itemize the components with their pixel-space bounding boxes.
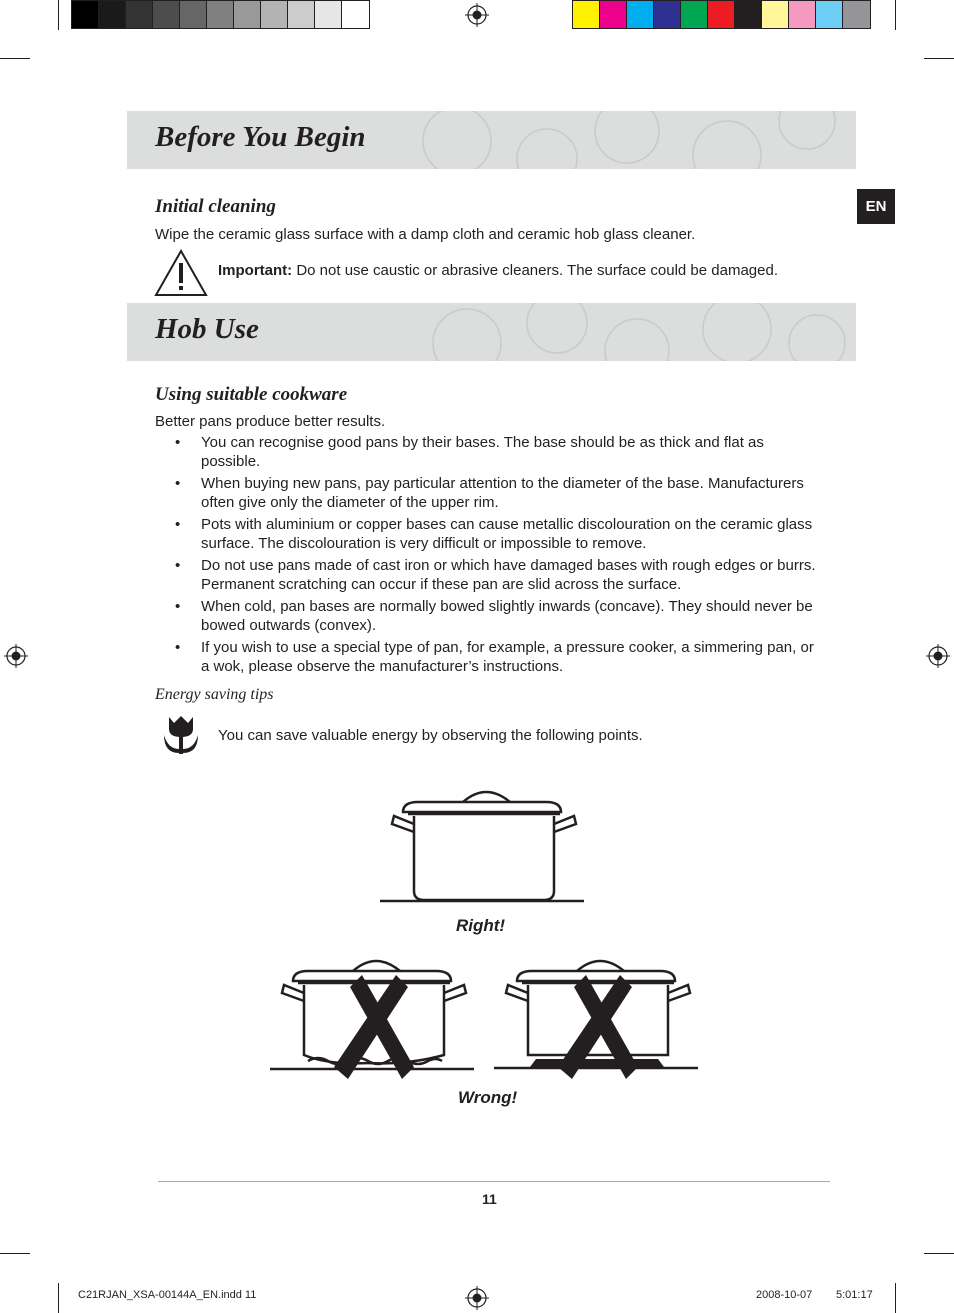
bullet-icon: • xyxy=(175,516,181,533)
crop-mark xyxy=(895,0,896,30)
color-swatch xyxy=(843,1,870,28)
color-swatch-bar xyxy=(572,0,871,29)
initial-cleaning-heading: Initial cleaning xyxy=(155,196,276,217)
bullet-text: Do not use pans made of cast iron or which have damaged bases with rough edges or burrs. Permanent scratching can occur if these pan are slid across the surface. xyxy=(201,557,816,593)
wrong-caption: Wrong! xyxy=(458,1088,518,1107)
color-swatch xyxy=(315,1,342,28)
crop-mark xyxy=(924,1253,954,1254)
bullet-icon: • xyxy=(175,434,181,451)
page-number: 11 xyxy=(482,1191,497,1207)
slug-filename: C21RJAN_XSA-00144A_EN.indd 11 xyxy=(78,1289,257,1301)
initial-cleaning-text: Wipe the ceramic glass surface with a damp cloth and ceramic hob glass cleaner. xyxy=(155,226,696,243)
color-swatch xyxy=(789,1,816,28)
gray-swatch-bar xyxy=(71,0,370,29)
bullet-text: You can recognise good pans by their bases. The base should be as thick and flat as possible. xyxy=(201,434,764,470)
list-item xyxy=(155,433,825,471)
energy-heading: Energy saving tips xyxy=(155,686,274,703)
slug-time: 5:01:17 xyxy=(836,1289,873,1301)
color-swatch xyxy=(627,1,654,28)
color-swatch xyxy=(261,1,288,28)
bullet-icon: • xyxy=(175,598,181,615)
crop-mark xyxy=(58,1283,59,1313)
section-title: Hob Use xyxy=(155,313,259,345)
color-swatch xyxy=(153,1,180,28)
wrong-pan-convex-illustration xyxy=(268,955,476,1080)
color-swatch xyxy=(708,1,735,28)
bullet-text: Pots with aluminium or copper bases can cause metallic discolouration on the ceramic glass surface. The discolouration is very difficult or impossible to remove. xyxy=(201,516,813,552)
right-pan-illustration xyxy=(378,786,586,904)
list-item xyxy=(155,597,825,635)
list-item xyxy=(155,515,825,553)
bullet-text: If you wish to use a special type of pan, for example, a pressure cooker, a simmering pan, or a wok, please observe the manufacturer’s instructions. xyxy=(201,639,814,675)
language-tab: EN xyxy=(857,189,895,224)
color-swatch xyxy=(288,1,315,28)
color-swatch xyxy=(126,1,153,28)
registration-mark-icon xyxy=(4,644,28,668)
eco-tulip-icon xyxy=(162,715,200,755)
important-note xyxy=(218,261,778,280)
registration-mark-icon xyxy=(465,3,489,27)
color-swatch xyxy=(762,1,789,28)
crop-mark xyxy=(58,0,59,30)
crop-mark xyxy=(924,58,954,59)
important-label: Important: xyxy=(218,262,293,279)
crop-mark xyxy=(0,1253,30,1254)
footer-divider xyxy=(158,1181,830,1182)
warning-triangle-icon xyxy=(154,249,208,297)
crop-mark xyxy=(895,1283,896,1313)
bullet-text: When cold, pan bases are normally bowed slightly inwards (concave). They should never be bowed outwards (convex). xyxy=(201,598,813,634)
color-swatch xyxy=(207,1,234,28)
bullet-text: When buying new pans, pay particular attention to the diameter of the base. Manufacturers often give only the diameter of the upper rim. xyxy=(201,475,804,511)
color-swatch xyxy=(342,1,369,28)
important-text: Do not use caustic or abrasive cleaners. The surface could be damaged. xyxy=(292,262,779,279)
list-item xyxy=(155,556,825,594)
section-banner-before-you-begin xyxy=(127,111,856,169)
section-banner-hob-use xyxy=(127,303,856,361)
bullet-icon: • xyxy=(175,557,181,574)
section-title: Before You Begin xyxy=(155,121,366,153)
registration-mark-icon xyxy=(465,1286,489,1310)
color-swatch xyxy=(654,1,681,28)
cookware-heading: Using suitable cookware xyxy=(155,384,348,405)
color-swatch xyxy=(681,1,708,28)
color-swatch xyxy=(735,1,762,28)
list-item xyxy=(155,638,825,676)
color-swatch xyxy=(816,1,843,28)
color-swatch xyxy=(72,1,99,28)
bullet-icon: • xyxy=(175,475,181,492)
color-swatch xyxy=(573,1,600,28)
color-swatch xyxy=(234,1,261,28)
color-swatch xyxy=(180,1,207,28)
bullet-icon: • xyxy=(175,639,181,656)
registration-mark-icon xyxy=(926,644,950,668)
energy-text: You can save valuable energy by observing the following points. xyxy=(218,727,643,744)
slug-date: 2008-10-07 xyxy=(756,1289,813,1301)
wrong-pan-warped-illustration xyxy=(492,955,700,1080)
right-caption: Right! xyxy=(456,916,506,935)
cookware-bullet-list xyxy=(155,433,825,679)
crop-mark xyxy=(0,58,30,59)
color-swatch xyxy=(600,1,627,28)
list-item xyxy=(155,474,825,512)
cookware-intro: Better pans produce better results. xyxy=(155,413,386,430)
color-swatch xyxy=(99,1,126,28)
